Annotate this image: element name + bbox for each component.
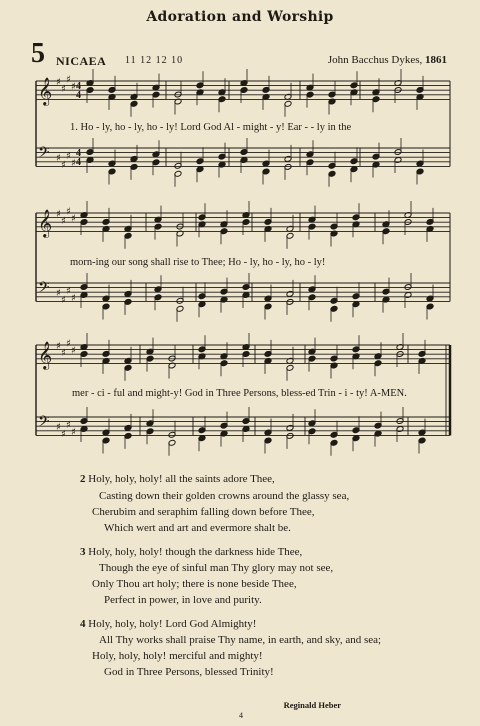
stanza-number: 4 [80,618,86,630]
sharp-sign: ♯ [56,77,61,88]
sharp-sign: ♯ [56,288,61,300]
sharp-sign: ♯ [61,160,66,172]
sharp-sign: ♯ [61,295,66,307]
sharp-sign: ♯ [56,153,61,165]
stanza-line: God in Three Persons, blessed Trinity! [104,666,274,678]
sharp-sign: ♯ [66,285,71,297]
bass-clef-icon: 𝄢 [38,413,50,434]
sharp-sign: ♯ [61,347,66,359]
treble-clef-icon: 𝄞 [38,77,53,105]
sharp-sign: ♯ [71,426,76,438]
section-title: Adoration and Worship [146,9,334,25]
system-1-lyrics: 1. Ho - ly, ho - ly, ho - ly! Lord God Al - might - y! Ear - - ly in the [70,122,352,133]
author-credit: Reginald Heber [283,700,341,710]
stanza-line: Holy, holy, holy! Lord God Almighty! [88,618,257,630]
stanza-number: 3 [80,546,86,558]
meter: 11 12 12 10 [125,55,184,66]
hymn-number: 5 [31,38,45,69]
treble-clef-icon: 𝄞 [38,209,53,237]
stanza-line: Cherubim and seraphim falling down before Thee, [92,506,315,518]
stanza-line: All Thy works shall praise Thy name, in earth, and sky, and sea; [99,634,382,646]
page-number: 4 [239,711,243,720]
sharp-sign: ♯ [56,341,61,352]
sharp-sign: ♯ [71,157,76,169]
time-signature: 4 [76,90,81,101]
sharp-sign: ♯ [61,429,66,441]
stanza-line: Which wert and art and evermore shalt be. [104,522,291,534]
stanza-line: Only Thou art holy; there is none beside Thee, [92,578,297,590]
stanza-line: Holy, holy, holy! though the darkness hide Thee, [88,546,303,558]
sharp-sign: ♯ [71,81,76,93]
sharp-sign: ♯ [71,345,76,357]
time-signature: 4 [76,81,81,92]
stanza-line: Holy, holy, holy! merciful and mighty! [92,650,263,662]
treble-clef-icon: 𝄞 [38,341,53,369]
sharp-sign: ♯ [56,209,61,220]
stanza-number: 2 [80,473,86,485]
sharp-sign: ♯ [71,213,76,225]
sharp-sign: ♯ [56,422,61,434]
stanza-line: Casting down their golden crowns around the glassy sea, [99,490,350,502]
sharp-sign: ♯ [66,150,71,162]
sharp-sign: ♯ [61,215,66,227]
time-signature: 4 [76,157,81,168]
sharp-sign: ♯ [66,74,71,86]
composer-year: 1861 [425,54,447,66]
system-3-lyrics: mer - ci - ful and might-y! God in Three Persons, bless-ed Trin - i - ty! A-MEN. [72,388,407,399]
sharp-sign: ♯ [66,419,71,431]
composer-name: John Bacchus Dykes, [327,54,423,66]
tune-name: NICAEA [56,54,107,68]
sharp-sign: ♯ [66,206,71,218]
sharp-sign: ♯ [66,338,71,350]
sharp-sign: ♯ [61,83,66,95]
bass-clef-icon: 𝄢 [38,144,50,165]
sharp-sign: ♯ [71,292,76,304]
time-signature: 4 [76,148,81,159]
stanza-line: Holy, holy, holy! all the saints adore Thee, [88,473,275,485]
bass-clef-icon: 𝄢 [38,279,50,300]
system-2-lyrics: morn-ing our song shall rise to Thee; Ho - ly, ho - ly, ho - ly! [70,257,326,268]
stanza-line: Though the eye of sinful man Thy glory may not see, [99,562,334,574]
stanza-line: Perfect in power, in love and purity. [104,594,262,606]
